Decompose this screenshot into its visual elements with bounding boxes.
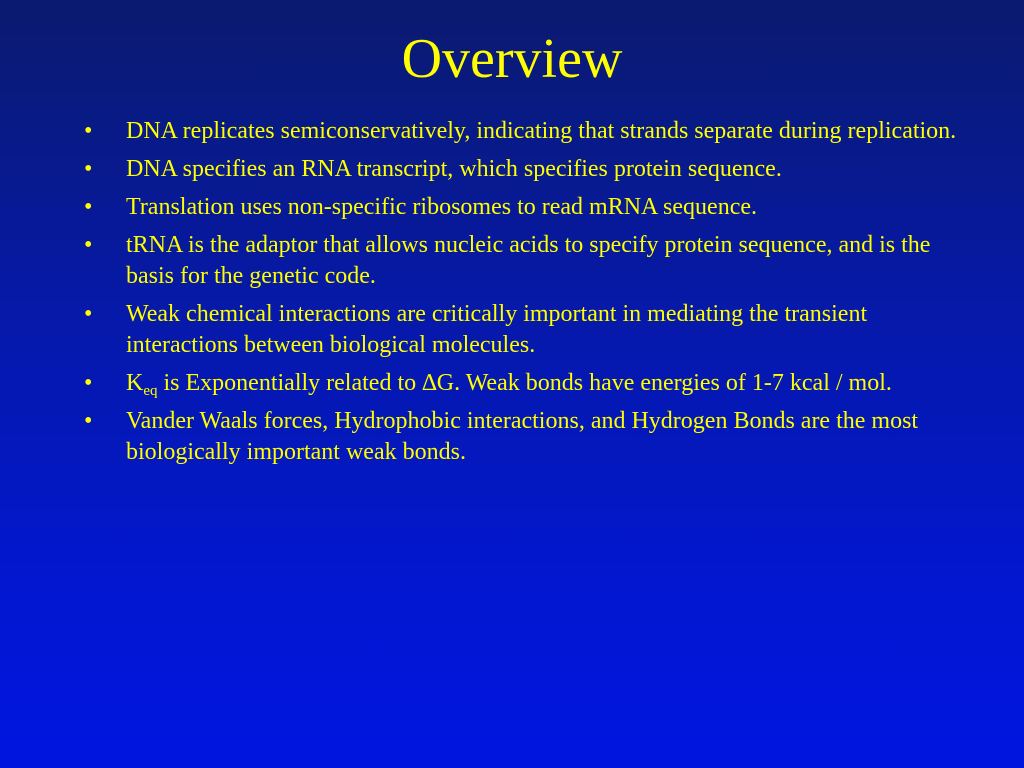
bullet-text: Vander Waals forces, Hydrophobic interactions, and Hydrogen Bonds are the most biologically important weak bonds. <box>126 408 919 465</box>
bullet-text: Translation uses non-specific ribosomes to read mRNA sequence. <box>126 194 757 220</box>
bullet-item <box>84 116 984 147</box>
bullet-item <box>84 368 984 399</box>
bullet-item <box>84 406 984 468</box>
slide-title: Overview <box>401 28 623 90</box>
bullet-text: tRNA is the adaptor that allows nucleic acids to specify protein sequence, and is the basis for the genetic code. <box>126 232 931 289</box>
bullet-item <box>84 230 984 292</box>
bullet-item <box>84 192 984 223</box>
keq-subscript: eq <box>143 383 158 399</box>
bullet-text: DNA replicates semiconservatively, indicating that strands separate during replication. <box>126 118 957 144</box>
bullet-icon: • <box>84 194 93 220</box>
bullet-text: Weak chemical interactions are critically important in mediating the transient interactions between biological molecules. <box>126 301 868 358</box>
keq-text: is Exponentially related to ∆G. Weak bonds have energies of 1-7 kcal / mol. <box>157 370 892 396</box>
bullet-icon: • <box>84 408 93 434</box>
bullet-item <box>84 154 984 185</box>
bullet-icon: • <box>84 301 93 327</box>
bullet-item <box>84 299 984 361</box>
bullet-list <box>84 116 984 475</box>
bullet-text-keq <box>126 370 892 399</box>
bullet-icon: • <box>84 156 93 182</box>
bullet-icon: • <box>84 232 93 258</box>
bullet-icon: • <box>84 118 93 144</box>
keq-symbol: K <box>126 370 144 396</box>
bullet-icon: • <box>84 370 93 396</box>
bullet-text: DNA specifies an RNA transcript, which specifies protein sequence. <box>126 156 782 182</box>
